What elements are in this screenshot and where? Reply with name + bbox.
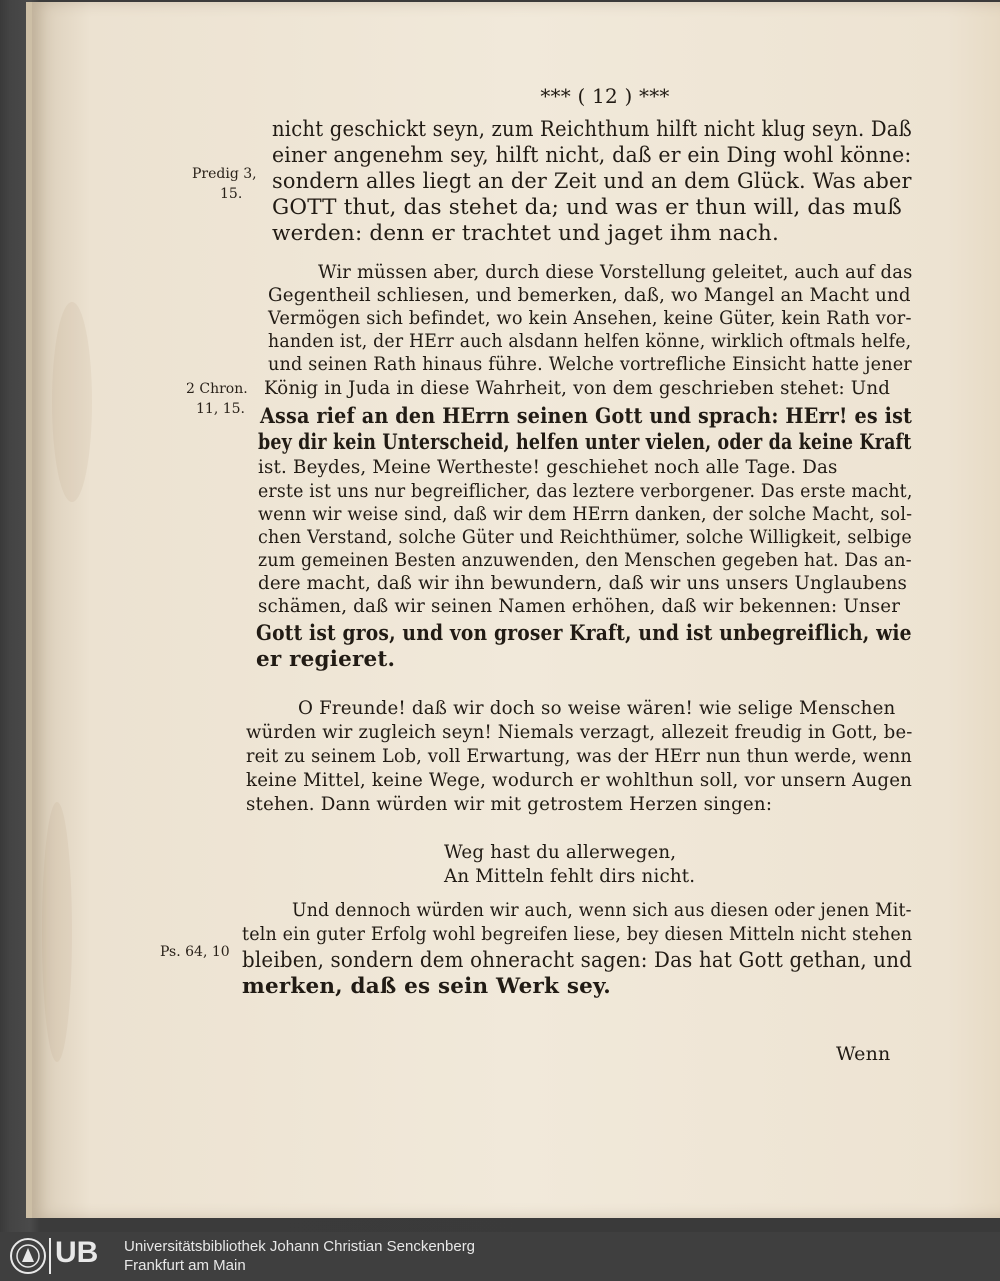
text-line: stehen. Dann würden wir mit getrostem Herzen singen: (246, 794, 773, 815)
page-number-header: *** ( 12 ) *** (540, 84, 670, 108)
institution-location: Frankfurt am Main (124, 1257, 246, 1274)
catchword: Wenn (836, 1043, 891, 1065)
text-line: nicht geschickt seyn, zum Reichthum hilft nicht klug seyn. Daß (272, 117, 912, 142)
text-line: ist. Beydes, Meine Wertheste! geschiehet noch alle Tage. Das (258, 457, 838, 478)
text-line: O Freunde! daß wir doch so weise wären! wie selige Menschen (298, 698, 896, 719)
text-line: keine Mittel, keine Wege, wodurch er wohlthun soll, vor unsern Augen (246, 770, 913, 791)
text-line: zum gemeinen Besten anzuwenden, den Menschen gegeben hat. Das an- (258, 550, 912, 571)
text-line: GOTT thut, das stehet da; und was er thun will, das muß (272, 195, 902, 220)
verse-line: An Mitteln fehlt dirs nicht. (444, 866, 696, 887)
text-line: schämen, daß wir seinen Namen erhöhen, daß wir bekennen: Unser (258, 596, 901, 617)
margin-note-reference: Ps. 64, 10 (160, 944, 230, 960)
text-line: handen ist, der HErr auch alsdann helfen könne, wirklich oftmals helfe, (268, 331, 912, 352)
margin-note-reference: 15. (220, 186, 243, 202)
text-line: teln ein guter Erfolg wohl begreifen liese, bey diesen Mitteln nicht stehen (242, 924, 913, 945)
text-line: Gegentheil schliesen, und bemerken, daß, wo Mangel an Macht und (268, 285, 911, 306)
text-line: werden: denn er trachtet und jaget ihm nach. (272, 221, 779, 246)
text-line-emphasis: merken, daß es sein Werk sey. (242, 974, 611, 999)
text-line: erste ist uns nur begreiflicher, das leztere verborgener. Das erste macht, (258, 481, 913, 502)
text-line-emphasis: bey dir kein Unterscheid, helfen unter vielen, oder da keine Kraft (258, 430, 912, 455)
text-line: bleiben, sondern dem ohneracht sagen: Das hat Gott gethan, und (242, 948, 913, 973)
verse-line: Weg hast du allerwegen, (444, 842, 677, 863)
text-line: würden wir zugleich seyn! Niemals verzagt, allezeit freudig in Gott, be- (246, 722, 913, 743)
text-line-emphasis: Assa rief an den HErrn seinen Gott und sprach: HErr! es ist (260, 404, 913, 429)
text-line: wenn wir weise sind, daß wir dem HErrn danken, der solche Macht, sol- (258, 504, 913, 525)
text-line-emphasis: er regieret. (256, 647, 396, 672)
margin-note-reference: 2 Chron. (186, 381, 248, 397)
seal-icon (6, 1236, 54, 1276)
text-line: und seinen Rath hinaus führe. Welche vortrefliche Einsicht hatte jener (268, 354, 912, 375)
text-line: Wir müssen aber, durch diese Vorstellung geleitet, auch auf das (318, 262, 913, 283)
text-line: einer angenehm sey, hilft nicht, daß er ein Ding wohl könne: (272, 143, 912, 168)
margin-note-reference: 11, 15. (196, 401, 245, 417)
text-line: chen Verstand, solche Güter und Reichthümer, solche Willigkeit, selbige (258, 527, 912, 548)
paper-stain (52, 302, 92, 502)
margin-note-reference: Predig 3, (192, 166, 257, 182)
text-line: Vermögen sich befindet, wo kein Ansehen, keine Güter, kein Rath vor- (268, 308, 912, 329)
library-footer (0, 1232, 1000, 1281)
institution-name: Universitätsbibliothek Johann Christian Senckenberg (124, 1238, 476, 1255)
text-line: reit zu seinem Lob, voll Erwartung, was der HErr nun thun werde, wenn (246, 746, 912, 767)
paper-stain (42, 802, 72, 1062)
text-line: Und dennoch würden wir auch, wenn sich aus diesen oder jenen Mit- (292, 900, 912, 921)
text-line: sondern alles liegt an der Zeit und an dem Glück. Was aber (272, 169, 912, 194)
text-line-emphasis: Gott ist gros, und von groser Kraft, und ist unbegreiflich, wie (256, 621, 912, 646)
text-line: König in Juda in diese Wahrheit, von dem geschrieben stehet: Und (264, 378, 891, 399)
text-line: dere macht, daß wir ihn bewundern, daß wir uns unsers Unglaubens (258, 573, 908, 594)
library-logo-text: UB (55, 1236, 99, 1269)
